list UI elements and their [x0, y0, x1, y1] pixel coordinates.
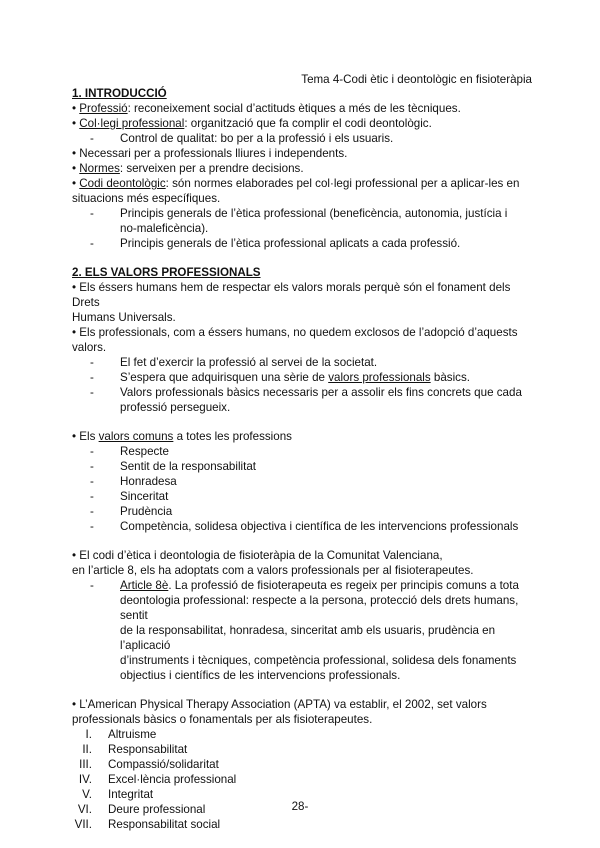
- comuns-item: - Prudència: [90, 505, 173, 518]
- apta-item: [72, 742, 532, 757]
- codi-term: Codi deontològic: [79, 177, 166, 190]
- article-term: Article 8è: [120, 579, 169, 592]
- apta-item-number: II.: [82, 743, 92, 756]
- comuns-item: - Respecte: [90, 445, 169, 458]
- comuns-item-label: Sentit de la responsabilitat: [120, 460, 256, 473]
- d2-pre: S’espera que adquirisquen una sèrie de: [120, 371, 329, 384]
- apta-list: [72, 727, 532, 832]
- codi-line-2: situacions més específiques.: [72, 192, 221, 205]
- section2-title: 2. ELS VALORS PROFESSIONALS: [72, 266, 261, 279]
- collegi-text: : organització que fa complir el codi deontològic.: [184, 117, 432, 130]
- article-item: - Article 8è. La professió de fisioterapeuta es regeix per principis comuns a tota: [90, 579, 519, 592]
- d3b-text: professió persegueix.: [120, 401, 231, 414]
- apta-item-number: V.: [82, 788, 92, 801]
- p2-line-1: • Els professionals, com a éssers humans, no quedem exclosos de l’adopció d’aquests: [72, 326, 518, 339]
- professio-text: : reconeixement social d’actituds ètiques a més de les tècniques.: [127, 102, 461, 115]
- professio-term: Professió: [79, 102, 128, 115]
- page-header: Tema 4-Codi ètic i deontològic en fisioteràpia: [301, 73, 532, 86]
- apta-item-label: Deure professional: [108, 803, 206, 816]
- apta-item: [72, 757, 532, 772]
- control-item: - Control de qualitat: bo per a la professió i els usuaris.: [90, 132, 394, 145]
- codi-line: • Codi deontològic: són normes elaborades pel col·legi professional per a aplicar-les en: [72, 177, 520, 190]
- page-number: 28-: [291, 800, 309, 813]
- section1-title: 1. INTRODUCCIÓ: [72, 87, 167, 100]
- apta-item-label: Excel·lència professional: [108, 773, 237, 786]
- apta-item-number: I.: [85, 728, 92, 741]
- apta-item-number: VI.: [77, 803, 92, 816]
- codi-valencia-line-1: • El codi d’ètica i deontologia de fisioteràpia de la Comunitat Valenciana,: [72, 549, 443, 562]
- comuns-item-label: Prudència: [120, 505, 173, 518]
- normes-term: Normes: [79, 162, 120, 175]
- dash-item-1: - El fet d’exercir la professió al servei de la societat.: [90, 356, 378, 369]
- collegi-term: Col·legi professional: [79, 117, 185, 130]
- p1-line-2: Humans Universals.: [72, 311, 176, 324]
- apta-item-number: IV.: [78, 773, 92, 786]
- principis-item-1: - Principis generals de l’ètica professional (beneficència, autonomia, justícia i: [90, 207, 508, 220]
- necessari-line: • Necessari per a professionals lliures i independents.: [72, 147, 348, 160]
- comuns-post: a totes les professions: [173, 430, 292, 443]
- apta-item-label: Responsabilitat: [108, 743, 188, 756]
- principis-item-1-cont: [72, 221, 532, 236]
- comuns-item: - Competència, solidesa objectiva i científica de les intervencions professionals: [90, 520, 519, 533]
- normes-line: • Normes: serveixen per a prendre decisions.: [72, 162, 304, 175]
- professio-line: • Professió: reconeixement social d’actituds ètiques a més de les tècniques.: [72, 102, 461, 115]
- p1-line-1: • Els éssers humans hem de respectar els valors morals perquè són el fonament dels Drets: [72, 281, 511, 309]
- principis-1a: Principis generals de l’ètica professional (beneficència, autonomia, justícia i: [120, 207, 508, 220]
- apta-item: [72, 817, 532, 832]
- d2-post: bàsics.: [430, 371, 470, 384]
- collegi-line: • Col·legi professional: organització que fa complir el codi deontològic.: [72, 117, 432, 130]
- document-body: [72, 86, 532, 832]
- comuns-item-label: Competència, solidesa objectiva i científica de les intervencions professionals: [120, 520, 519, 533]
- comuns-item-label: Respecte: [120, 445, 169, 458]
- normes-text: : serveixen per a prendre decisions.: [119, 162, 304, 175]
- comuns-item: - Sentit de la responsabilitat: [90, 460, 256, 473]
- comuns-list: [72, 444, 532, 534]
- article-line-3: de la responsabilitat, honradesa, sinceritat amb els usuaris, prudència en l’aplicació: [120, 624, 496, 652]
- principis-1b: no-maleficència).: [120, 222, 209, 235]
- apta-item: [72, 772, 532, 787]
- article-l1: . La professió de fisioterapeuta es regeix per principis comuns a tota: [168, 579, 519, 592]
- apta-item-number: VII.: [74, 818, 92, 831]
- codi-valencia-line-2: en l’article 8, els ha adoptats com a valors professionals per al fisioterapeutes.: [72, 564, 474, 577]
- d1-text: El fet d’exercir la professió al servei de la societat.: [120, 356, 378, 369]
- dash-item-2: - S’espera que adquirisquen una sèrie de valors professionals bàsics.: [90, 371, 470, 384]
- d2-term: valors professionals: [328, 371, 431, 384]
- apta-line-2: professionals bàsics o fonamentals per als fisioterapeutes.: [72, 713, 373, 726]
- article-line-5: objectius i científics de les intervencions professionals.: [120, 669, 401, 682]
- dash-item-3-cont: [72, 400, 532, 415]
- comuns-pre: • Els: [72, 430, 99, 443]
- comuns-term: valors comuns: [98, 430, 174, 443]
- dash-item-3: - Valors professionals bàsics necessaris per a assolir els fins concrets que cada: [90, 386, 522, 399]
- comuns-item-label: Sinceritat: [120, 490, 169, 503]
- apta-item-label: Compassió/solidaritat: [108, 758, 219, 771]
- apta-item-label: Responsabilitat social: [108, 818, 221, 831]
- principis-item-2: - Principis generals de l’ètica professional aplicats a cada professió.: [90, 237, 461, 250]
- comuns-item: - Honradesa: [90, 475, 177, 488]
- d3a-text: Valors professionals bàsics necessaris per a assolir els fins concrets que cada: [120, 386, 522, 399]
- comuns-line: [72, 429, 532, 444]
- article-line-2: deontologia professional: respecte a la persona, protecció dels drets humans, sentit: [120, 594, 519, 622]
- apta-item-label: Altruisme: [108, 728, 157, 741]
- apta-item-label: Integritat: [108, 788, 154, 801]
- comuns-item-label: Honradesa: [120, 475, 177, 488]
- comuns-item: - Sinceritat: [90, 490, 169, 503]
- apta-line-1: • L’American Physical Therapy Association (APTA) va establir, el 2002, set valors: [72, 698, 487, 711]
- control-text: Control de qualitat: bo per a la professió i els usuaris.: [120, 132, 394, 145]
- codi-text-1: : són normes elaborades pel col·legi professional per a aplicar-les en: [165, 177, 520, 190]
- principis-2: Principis generals de l’ètica professional aplicats a cada professió.: [120, 237, 461, 250]
- p2-line-2: valors.: [72, 341, 107, 354]
- article-line-4: d’instruments i tècniques, competència professional, solidesa dels fonaments: [120, 654, 517, 667]
- apta-item: [72, 727, 532, 742]
- apta-item-number: III.: [79, 758, 92, 771]
